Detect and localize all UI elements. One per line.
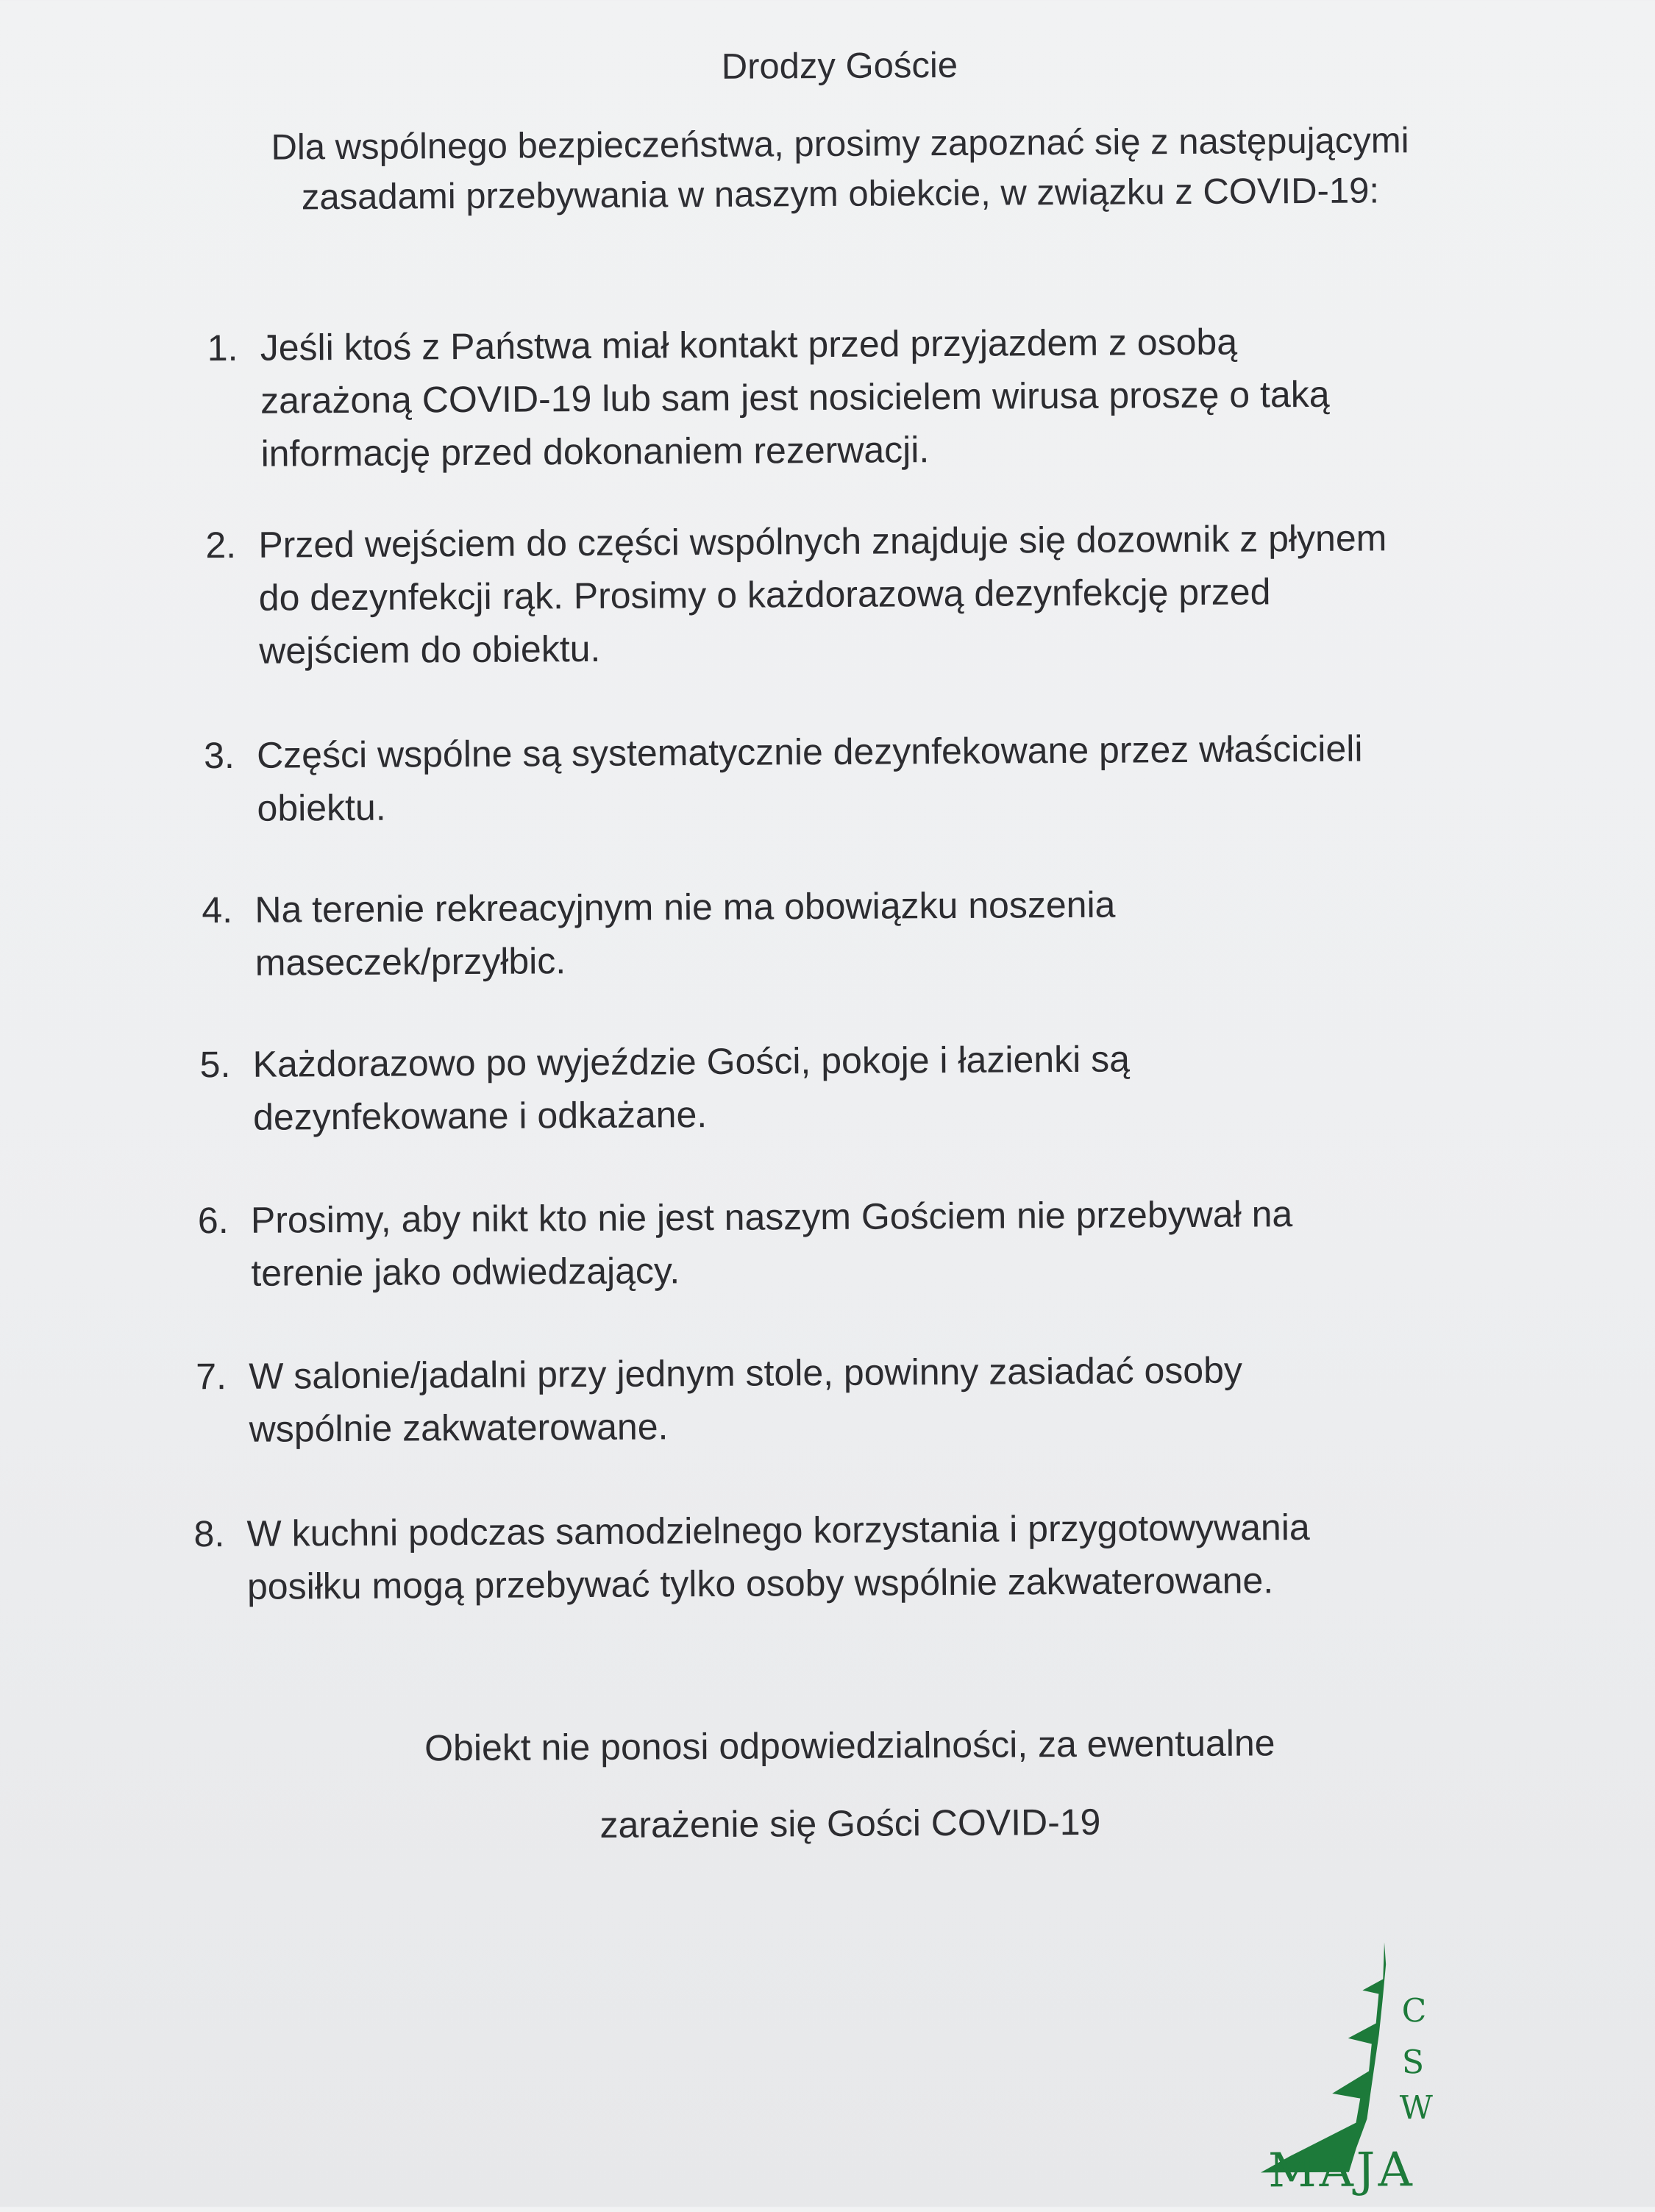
rule-number: 3. [203, 734, 235, 777]
rule-line: dezynfekowane i odkażane. [252, 1094, 708, 1138]
rule-line: Jeśli ktoś z Państwa miał kontakt przed przyjazdem z osobą [260, 321, 1238, 369]
rule-line: Na terenie rekreacyjnym nie ma obowiązku noszenia [255, 883, 1116, 931]
rule-line: wspólnie zakwaterowane. [249, 1406, 669, 1450]
intro-line: Dla wspólnego bezpieczeństwa, prosimy zapoznać się z następującymi [271, 121, 1409, 168]
rule-text [246, 1499, 1571, 1613]
rule-number: 4. [202, 889, 233, 931]
rule-line: terenie jako odwiedzający. [251, 1250, 680, 1294]
rule-line: W kuchni podczas samodzielnego korzystania i przygotowywania [246, 1507, 1310, 1554]
rule-line: Każdorazowo po wyjeździe Gości, pokoje i łazienki są [252, 1038, 1131, 1085]
logo-letter: S [1401, 2044, 1425, 2082]
rule-line: informację przed dokonaniem rezerwacji. [260, 429, 930, 474]
rule-item [196, 1342, 1593, 1450]
greeting-heading: Drodzy Goście [721, 45, 958, 87]
rule-line: maseczek/przyłbic. [255, 940, 566, 984]
logo [1245, 1935, 1437, 2201]
rule-text [257, 721, 1581, 835]
rule-text [258, 511, 1583, 678]
rule-line: Przed wejściem do części wspólnych znajduje się dozownik z płynem [258, 517, 1387, 566]
rule-item [202, 875, 1599, 984]
rule-line: W salonie/jadalni przy jednym stole, powinny zasiadać osoby [249, 1349, 1243, 1397]
intro-line: zasadami przebywania w naszym obiekcie, w związku z COVID-19: [301, 171, 1380, 218]
rule-line: zarażoną COVID-19 lub sam jest nosicielem wirusa proszę o taką [260, 373, 1330, 422]
rule-number: 1. [207, 327, 238, 369]
rule-text [249, 1342, 1573, 1456]
rule-item [207, 313, 1604, 474]
disclaimer-line: zarażenie się Gości COVID-19 [599, 1801, 1101, 1846]
rule-line: obiektu. [257, 786, 386, 829]
rule-number: 8. [193, 1513, 225, 1555]
rule-item [203, 721, 1601, 829]
rule-number: 7. [196, 1355, 227, 1398]
logo-wordmark: MAJA [1267, 2143, 1415, 2199]
rule-text [251, 1186, 1576, 1300]
pine-tree-shape [1259, 1942, 1387, 2172]
intro-paragraph [0, 114, 1655, 224]
logo-letter: C [1401, 1992, 1427, 2030]
rule-item [205, 511, 1603, 672]
rule-item [193, 1499, 1591, 1607]
disclaimer [4, 1701, 1655, 1868]
rule-number: 6. [197, 1199, 229, 1242]
disclaimer-line: Obiekt nie ponosi odpowiedzialności, za ewentualne [424, 1722, 1275, 1769]
rule-line: do dezynfekcji rąk. Prosimy o każdorazową dezynfekcję przed [258, 571, 1271, 619]
rule-line: Części wspólne są systematycznie dezynfekowane przez właścicieli [256, 728, 1363, 776]
rule-number: 5. [199, 1043, 231, 1086]
rule-number: 2. [205, 524, 237, 566]
rule-text [252, 1030, 1577, 1144]
rule-item [199, 1030, 1597, 1138]
rule-line: Prosimy, aby nikt kto nie jest naszym Gościem nie przebywał na [250, 1193, 1293, 1241]
rule-text [255, 875, 1579, 989]
rule-line: posiłku mogą przebywać tylko osoby wspólnie zakwaterowane. [246, 1560, 1274, 1607]
rule-line: wejściem do obiektu. [259, 627, 601, 672]
rule-text [260, 313, 1584, 480]
rule-item [197, 1186, 1595, 1294]
logo-letter: W [1399, 2088, 1434, 2127]
